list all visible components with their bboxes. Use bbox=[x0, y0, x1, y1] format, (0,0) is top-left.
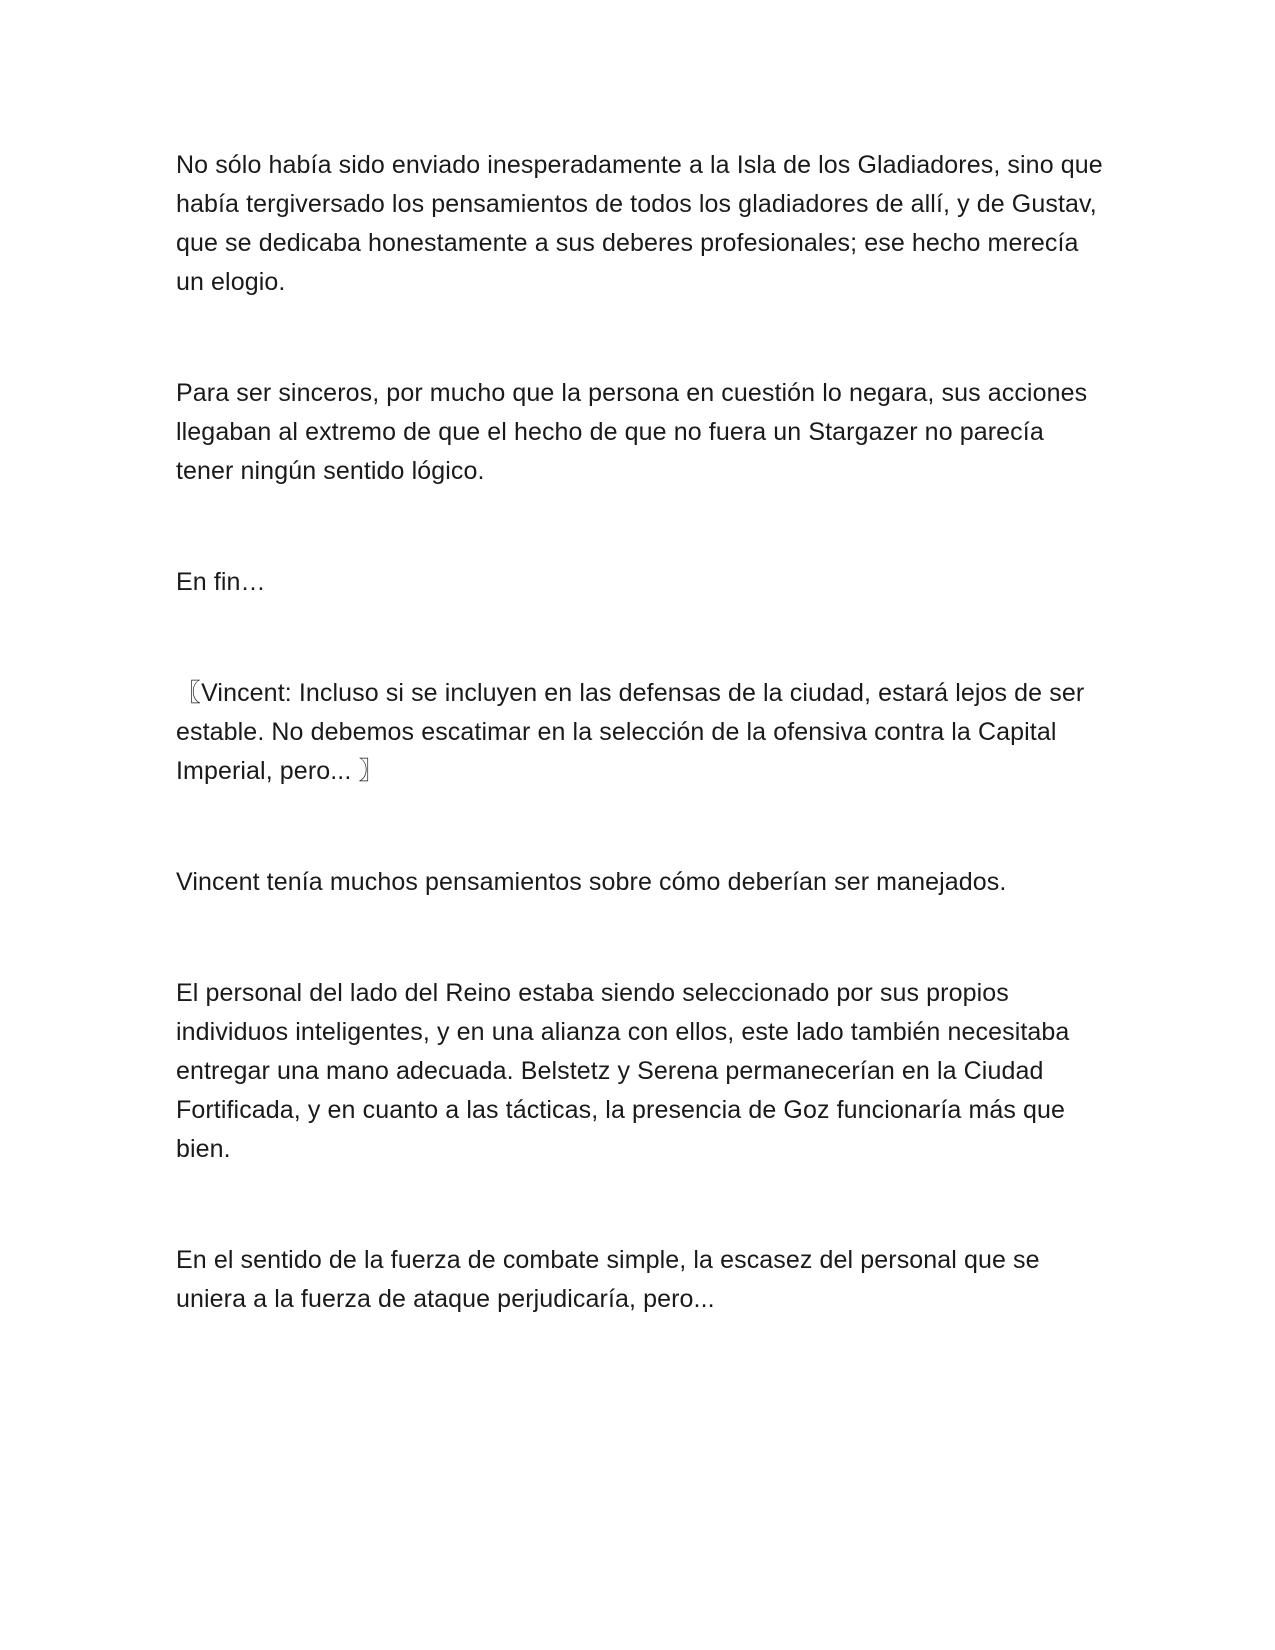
paragraph-3: En fin… bbox=[176, 568, 266, 596]
document-body bbox=[176, 146, 1106, 1319]
paragraph-6: El personal del lado del Reino estaba siendo seleccionado por sus propios individuos inteligentes, y en una alianza con ellos, este lado también necesitaba entregar una mano adecuada. Belstetz y Serena permanecerían en la Ciudad Fortificada, y en cuanto a las tácticas, la presencia de Goz funcionaría más que bien. bbox=[176, 979, 1070, 1163]
paragraph-1: No sólo había sido enviado inesperadamente a la Isla de los Gladiadores, sino que había tergiversado los pensamientos de todos los gladiadores de allí, y de Gustav, que se dedicaba honestamente a sus deberes profesionales; ese hecho merecía un elogio. bbox=[176, 151, 1103, 296]
paragraph-2: Para ser sinceros, por mucho que la persona en cuestión lo negara, sus acciones llegaban al extremo de que el hecho de que no fuera un Stargazer no parecía tener ningún sentido lógico. bbox=[176, 379, 1088, 485]
paragraph-5: Vincent tenía muchos pensamientos sobre cómo deberían ser manejados. bbox=[176, 868, 1007, 896]
paragraph-4-dialogue: 〖Vincent: Incluso si se incluyen en las defensas de la ciudad, estará lejos de ser estable. No debemos escatimar en la selección de la ofensiva contra la Capital Imperial, pero... 〗 bbox=[176, 679, 1085, 785]
paragraph-7: En el sentido de la fuerza de combate simple, la escasez del personal que se uniera a la fuerza de ataque perjudicaría, pero... bbox=[176, 1246, 1040, 1313]
